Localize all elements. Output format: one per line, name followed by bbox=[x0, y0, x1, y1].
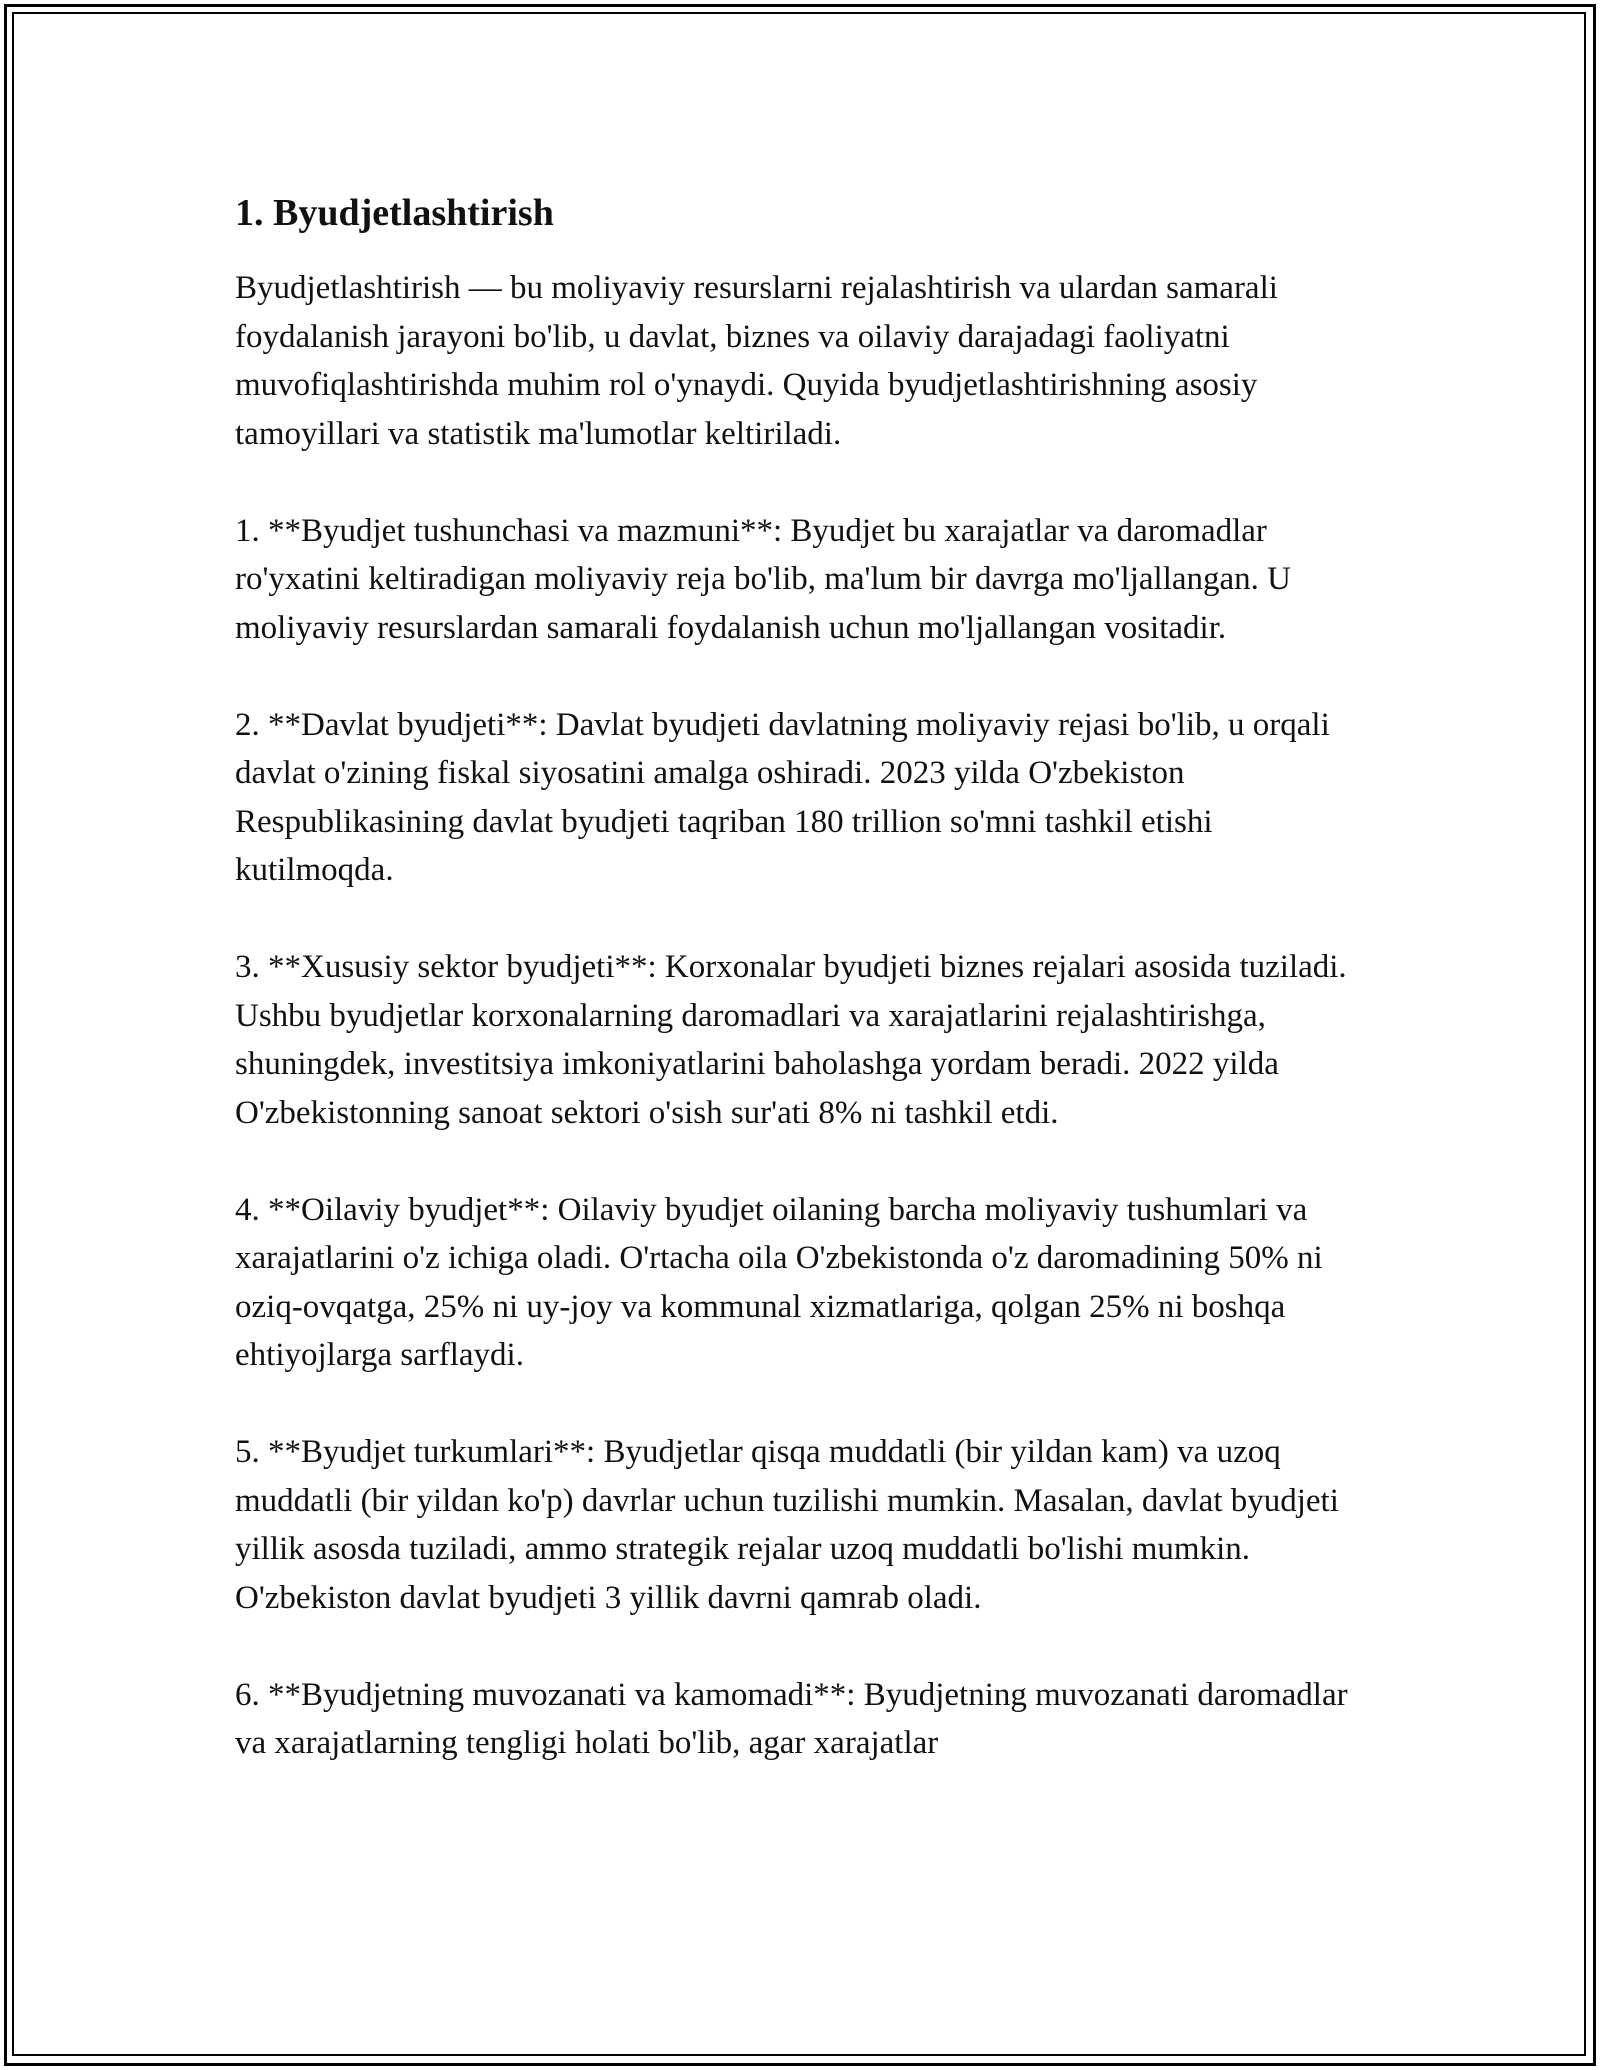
list-item-private-sector-budget: 3. **Xususiy sektor byudjeti**: Korxonalar byudjeti biznes rejalari asosida tuziladi. Ushbu byudjetlar korxonalarning daromadlari va xarajatlarini rejalashtirishga, shuningdek, investitsiya imkoniyatlarini baholashga yordam beradi. 2022 yilda O'zbekistonning sanoat sektori o'sish sur'ati 8% ni tashkil etdi. bbox=[235, 949, 1347, 1131]
intro-paragraph: Byudjetlashtirish — bu moliyaviy resurslarni rejalashtirish va ulardan samarali foydalanish jarayoni bo'lib, u davlat, biznes va oilaviy darajadagi faoliyatni muvofiqlashtirishda muhim rol o'ynaydi. Quyida byudjetlashtirishning asosiy tamoyillari va statistik ma'lumotlar keltiriladi. bbox=[235, 270, 1278, 452]
list-item-family-budget: 4. **Oilaviy byudjet**: Oilaviy byudjet oilaning barcha moliyaviy tushumlari va xarajatlarini o'z ichiga oladi. O'rtacha oila O'zbekistonda o'z daromadining 50% ni oziq-ovqatga, 25% ni uy-joy va kommunal xizmatlariga, qolgan 25% ni boshqa ehtiyojlarga sarflaydi. bbox=[235, 1191, 1323, 1373]
section-heading: 1. Byudjetlashtirish bbox=[235, 192, 554, 234]
document-body bbox=[235, 186, 1375, 1816]
list-item-budget-concept: 1. **Byudjet tushunchasi va mazmuni**: Byudjet bu xarajatlar va daromadlar ro'yxatini keltiradigan moliyaviy reja bo'lib, ma'lum bir davrga mo'ljallangan. U moliyaviy resurslardan samarali foydalanish uchun mo'ljallangan vositadir. bbox=[235, 512, 1291, 646]
list-item-state-budget: 2. **Davlat byudjeti**: Davlat byudjeti davlatning moliyaviy rejasi bo'lib, u orqali davlat o'zining fiskal siyosatini amalga oshiradi. 2023 yilda O'zbekiston Respublikasining davlat byudjeti taqriban 180 trillion so'mni tashkil etishi kutilmoqda. bbox=[235, 706, 1330, 888]
list-item-budget-balance: 6. **Byudjetning muvozanati va kamomadi**: Byudjetning muvozanati daromadlar va xarajatlarning tengligi holati bo'lib, agar xarajatlar bbox=[235, 1676, 1348, 1761]
list-item-budget-categories: 5. **Byudjet turkumlari**: Byudjetlar qisqa muddatli (bir yildan kam) va uzoq muddatli (bir yildan ko'p) davrlar uchun tuzilishi mumkin. Masalan, davlat byudjeti yillik asosda tuziladi, ammo strategik rejalar uzoq muddatli bo'lishi mumkin. O'zbekiston davlat byudjeti 3 yillik davrni qamrab oladi. bbox=[235, 1434, 1339, 1616]
